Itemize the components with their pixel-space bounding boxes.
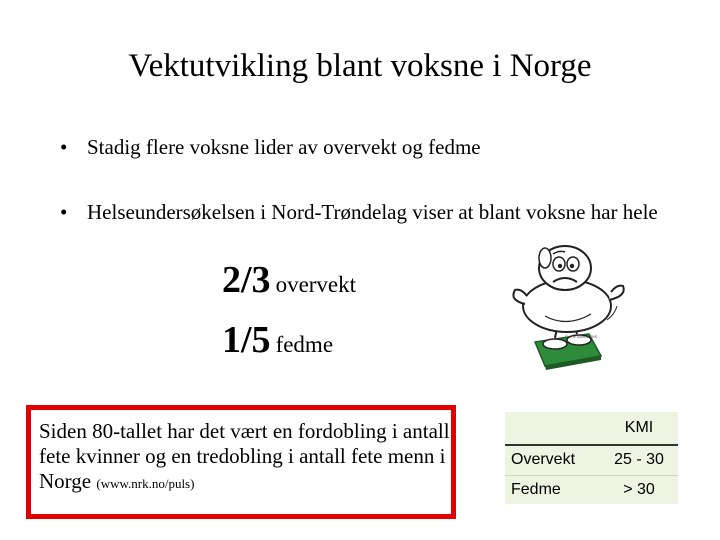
stat-label-overweight: overvekt — [275, 272, 357, 297]
stat-value-overweight: 2/3 — [222, 259, 271, 301]
bullet-item-1 — [60, 135, 680, 159]
kmi-header-row — [505, 414, 678, 446]
fact-statement: Siden 80-tallet har det vært en fordobling i antall fete kvinner og en tredobling i antall fete menn i Norge — [39, 419, 450, 493]
slide-title: Vektutvikling blant voksne i Norge — [128, 48, 592, 84]
stat-value-obesity: 1/5 — [222, 319, 271, 361]
bullet-text-1: Stadig flere voksne lider av overvekt og fedme — [87, 135, 481, 159]
table-row — [505, 476, 678, 506]
stat-overweight — [222, 258, 356, 302]
bullet-dot: • — [60, 200, 68, 224]
kmi-value-obesity: > 30 — [623, 481, 655, 498]
illustration-caption: © The Bonus ZNS — [565, 334, 598, 339]
kmi-value-overweight: 25 - 30 — [614, 451, 664, 468]
fact-source: (www.nrk.no/puls) — [96, 476, 195, 491]
kmi-header: KMI — [624, 419, 654, 436]
fact-text — [39, 419, 459, 496]
fact-box — [26, 405, 456, 519]
kmi-table — [505, 412, 678, 504]
bullet-item-2 — [60, 200, 680, 224]
overweight-person-on-scale-icon — [505, 238, 665, 370]
kmi-label-obesity: Fedme — [511, 481, 561, 498]
bullet-text-2: Helseundersøkelsen i Nord-Trøndelag viser at blant voksne har hele — [87, 200, 658, 224]
stat-label-obesity: fedme — [275, 332, 334, 357]
bullet-dot: • — [60, 135, 68, 159]
kmi-label-overweight: Overvekt — [511, 451, 576, 468]
table-row — [505, 446, 678, 476]
stat-obesity — [222, 318, 333, 362]
